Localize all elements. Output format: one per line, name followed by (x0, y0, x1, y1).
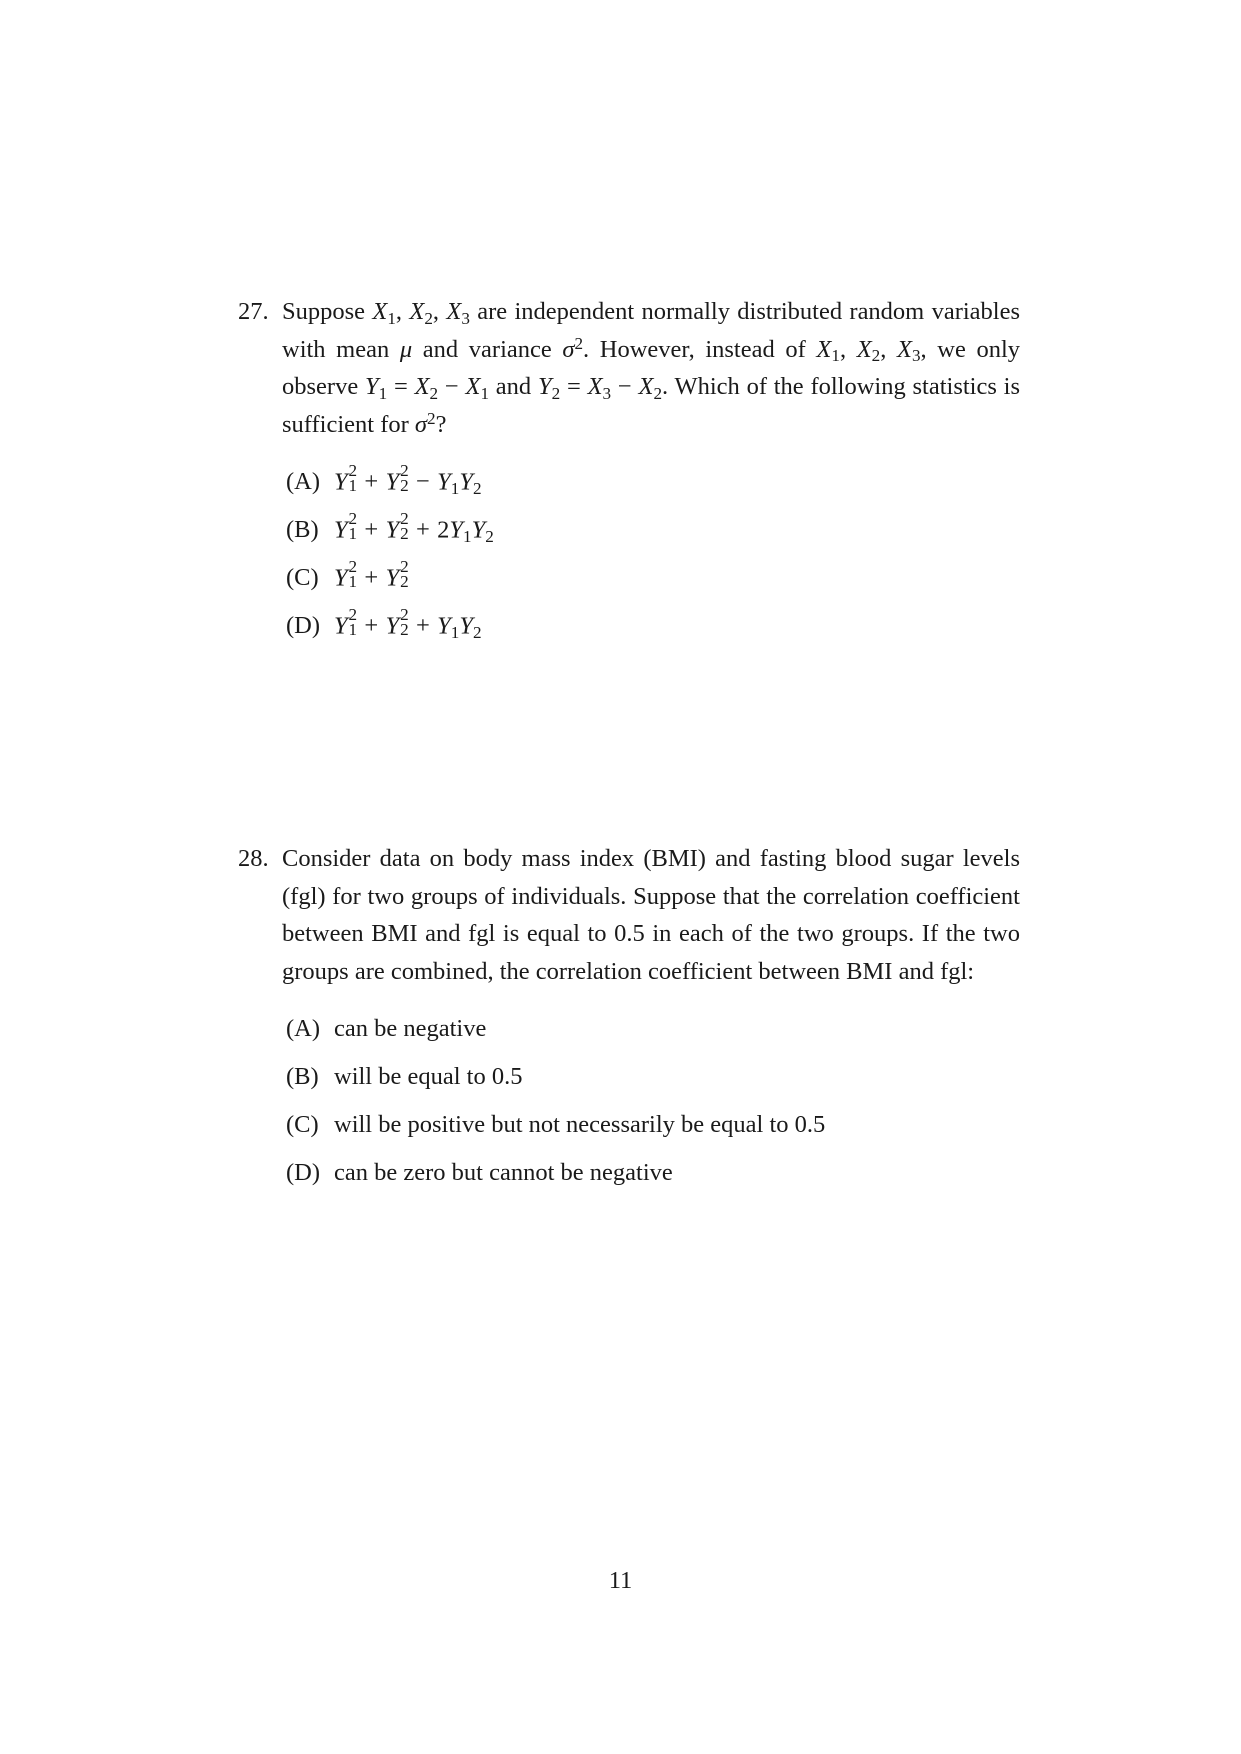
option-text: will be equal to 0.5 (334, 1063, 523, 1090)
question-27 (238, 293, 1020, 655)
x-variables-2: $X_1$, $X_2$, $X_3$ (816, 335, 921, 366)
option-label: (D) (286, 1159, 321, 1186)
option-label: (C) (286, 1111, 319, 1138)
option-text: can be negative (334, 1015, 487, 1042)
sigma-squared: $\sigma^2$ (562, 334, 584, 363)
y1-definition: $Y_1 = X_2 - X_1$ (364, 373, 490, 403)
option-b[interactable] (286, 1058, 1020, 1106)
x-variables: $X_1$, $X_2$, $X_3$ (372, 298, 470, 328)
option-b[interactable] (286, 511, 1020, 559)
option-a[interactable] (286, 463, 1020, 511)
option-d[interactable] (286, 607, 1020, 655)
question-number: 27. (238, 298, 269, 325)
option-formula: Y 2 1 + Y 2 2 + $Y_1Y_2$ (334, 605, 482, 643)
answer-options (286, 463, 1020, 655)
answer-options (286, 1010, 1020, 1202)
page-number: 11 (608, 1567, 633, 1594)
option-label: (A) (286, 1015, 321, 1042)
option-label: (B) (286, 516, 319, 544)
option-label: (A) (286, 468, 321, 496)
option-text: can be zero but cannot be negative (334, 1159, 673, 1186)
option-c[interactable] (286, 559, 1020, 607)
option-formula: Y 2 1 + Y 2 2 − $Y_1Y_2$ (334, 461, 482, 499)
question-text: Suppose $X_1$, $X_2$, $X_3$ are independent normally distributed random variables with mean μ and variance $\sigma^2$. However, instead of $X_1$, $X_2$, $X_3$, we only observe $Y_1 = X_2 - X_1$ and $Y_2 = X_3 - X_2$. Which of the following statistics is sufficient for $\sigma^2$? (282, 298, 1021, 438)
option-c[interactable] (286, 1106, 1020, 1154)
option-formula: Y 2 1 + Y 2 2 + $2Y_1Y_2$ (334, 509, 494, 547)
option-label: (C) (286, 564, 319, 592)
option-formula: Y 2 1 + Y 2 2 (334, 557, 409, 592)
question-number: 28. (238, 845, 269, 872)
option-d[interactable] (286, 1154, 1020, 1202)
question-text: Consider data on body mass index (BMI) and fasting blood sugar levels (fgl) for two groups of individuals. Suppose that the correlation coefficient between BMI and fgl is equal to 0.5 in each of the two groups. If the two groups are combined, the correlation coefficient between BMI and fgl: (282, 845, 1020, 985)
option-a[interactable] (286, 1010, 1020, 1058)
question-28 (238, 840, 1020, 1202)
option-label: (B) (286, 1063, 319, 1090)
option-text: will be positive but not necessarily be equal to 0.5 (334, 1111, 826, 1138)
sigma-squared-2: $\sigma^2$ (414, 409, 436, 438)
option-label: (D) (286, 612, 321, 640)
y2-definition: $Y_2 = X_3 - X_2$ (537, 373, 663, 403)
mu-symbol: μ (399, 335, 413, 363)
